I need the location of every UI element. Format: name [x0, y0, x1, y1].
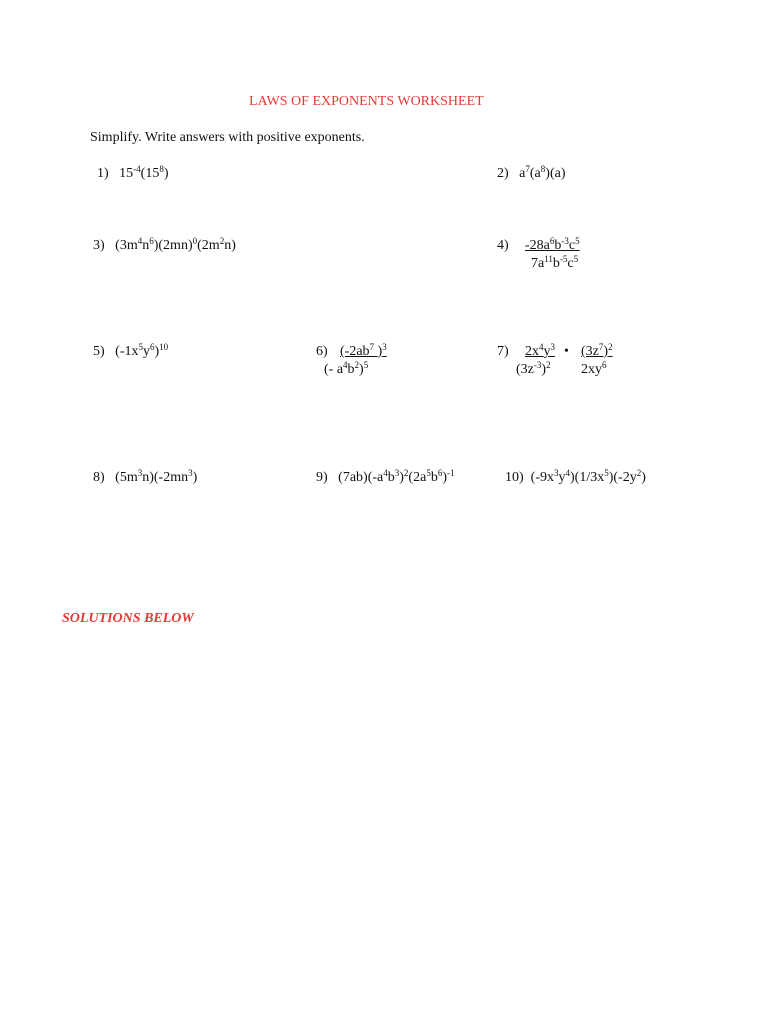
problem-7-fraction-2-numerator: $(3z^7)^2$	[581, 342, 613, 359]
problem-4-numerator: $-28a^6b^{-3}c^5$	[525, 236, 580, 253]
problem-expression: $a^7(a^8)(a)$	[519, 164, 566, 181]
problem-6-numerator: ($-2ab^7$ )$^3$	[340, 342, 387, 359]
problem-4-denominator: $7a^{11}b^{-5}c^5$	[531, 254, 579, 271]
instructions: Simplify. Write answers with positive exponents.	[90, 130, 365, 145]
problem-number: 1)	[97, 166, 109, 181]
problem-number: 6)	[316, 344, 328, 359]
multiplication-dot: •	[564, 344, 569, 359]
problem-3	[93, 236, 236, 253]
solutions-label: SOLUTIONS BELOW	[62, 611, 194, 626]
problem-number: 8)	[93, 470, 105, 485]
problem-expression: $(5m^3n)(-2mn^3)$	[115, 468, 198, 485]
problem-number: 2)	[497, 166, 509, 181]
problem-8	[93, 468, 198, 485]
problem-2	[497, 164, 566, 181]
problem-number: 3)	[93, 238, 105, 253]
problem-7-fraction-2-denominator: $2xy^6$	[581, 360, 607, 377]
worksheet-title: LAWS OF EXPONENTS WORKSHEET	[249, 94, 484, 109]
problem-number: 5)	[93, 344, 105, 359]
problem-6	[316, 345, 328, 359]
problem-6-denominator: (- $a^4b^2)^5$	[324, 360, 369, 377]
problem-number: 7)	[497, 344, 509, 359]
problem-expression: $15^{-4}(15^8)$	[119, 164, 169, 181]
problem-7	[497, 345, 509, 359]
problem-1	[97, 164, 169, 181]
problem-9	[316, 468, 455, 485]
problem-4	[497, 239, 509, 253]
problem-5	[93, 342, 169, 359]
problem-number: 9)	[316, 470, 328, 485]
problem-7-fraction-1-numerator: $2x^4y^3$	[525, 342, 555, 359]
problem-expression: $(-1x^5y^6)^{10}$	[115, 342, 169, 359]
problem-expression: $(3m^4n^6)(2mn)^0(2m^2n)$	[115, 236, 236, 253]
problem-expression: $(7ab)(-a^4b^3)^2(2a^5b^6)^{-1}$	[338, 468, 455, 485]
problem-number: 4)	[497, 238, 509, 253]
problem-7-fraction-1-denominator: $(3z^{-3})^2$	[516, 360, 551, 377]
problem-number: 10)	[505, 470, 524, 485]
problem-10	[505, 468, 646, 485]
problem-expression: $(-9x^3y^4)(1/3x^5)(-2y^2)$	[530, 468, 646, 485]
